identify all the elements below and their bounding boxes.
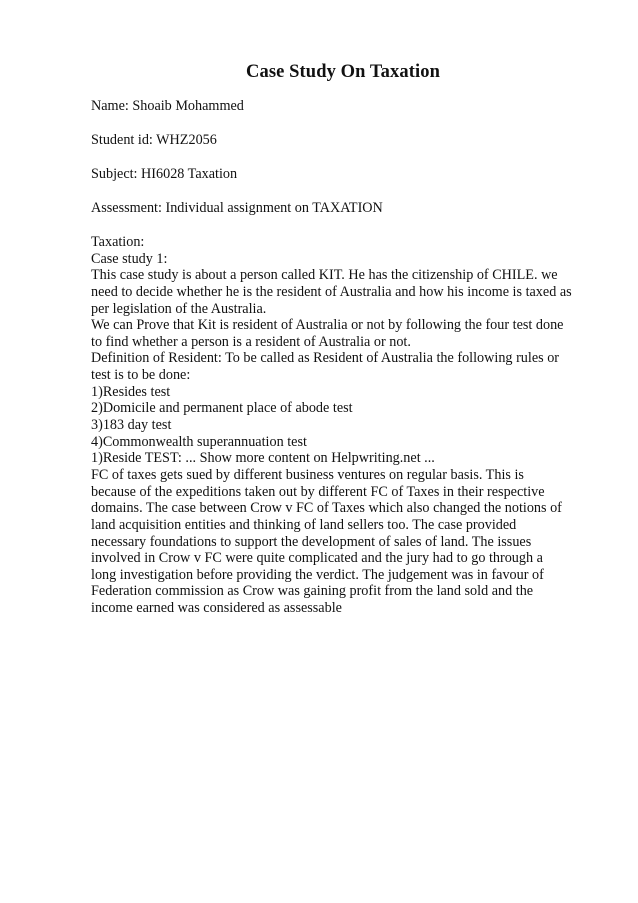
body-line: long investigation before providing the verdict. The judgement was in favour of (91, 566, 544, 583)
body-line: Case study 1: (91, 250, 168, 267)
body-line: involved in Crow v FC were quite complicated and the jury had to go through a (91, 550, 543, 567)
body-line: domains. The case between Crow v FC of Taxes which also changed the notions of (91, 500, 562, 517)
assessment: Assessment: Individual assignment on TAXATION (91, 200, 383, 216)
body-line: need to decide whether he is the resident of Australia and how his income is taxed as (91, 283, 572, 300)
body-line: because of the expeditions taken out by different FC of Taxes in their respective (91, 483, 545, 500)
body-line: income earned was considered as assessable (91, 600, 342, 617)
body-line: land acquisition entities and thinking of land sellers too. The case provided (91, 516, 517, 533)
body-line: 3)183 day test (91, 417, 172, 434)
body-line: per legislation of the Australia. (91, 300, 267, 317)
student-name: Name: Shoaib Mohammed (91, 98, 244, 114)
body-line: to find whether a person is a resident of Australia or not. (91, 333, 411, 350)
body-line: 1)Reside TEST: ... Show more content on Helpwriting.net ... (91, 450, 435, 467)
body-line: Federation commission as Crow was gaining profit from the land sold and the (91, 583, 534, 600)
body-line: FC of taxes gets sued by different business ventures on regular basis. This is (91, 466, 524, 483)
body-line: This case study is about a person called KIT. He has the citizenship of CHILE. we (91, 267, 558, 284)
body-line: 2)Domicile and permanent place of abode test (91, 400, 353, 417)
document-title: Case Study On Taxation (246, 62, 440, 82)
body-line: 4)Commonwealth superannuation test (91, 433, 307, 450)
body-line: 1)Resides test (91, 383, 171, 400)
body-line: We can Prove that Kit is resident of Australia or not by following the four test done (91, 317, 564, 334)
body-line: necessary foundations to support the development of sales of land. The issues (91, 533, 532, 550)
body-line: Definition of Resident: To be called as Resident of Australia the following rules or (91, 350, 560, 367)
subject: Subject: HI6028 Taxation (91, 166, 238, 182)
body-line: test is to be done: (91, 367, 191, 384)
body-line: Taxation: (91, 234, 145, 250)
document-body (91, 234, 591, 617)
student-id: Student id: WHZ2056 (91, 132, 217, 148)
